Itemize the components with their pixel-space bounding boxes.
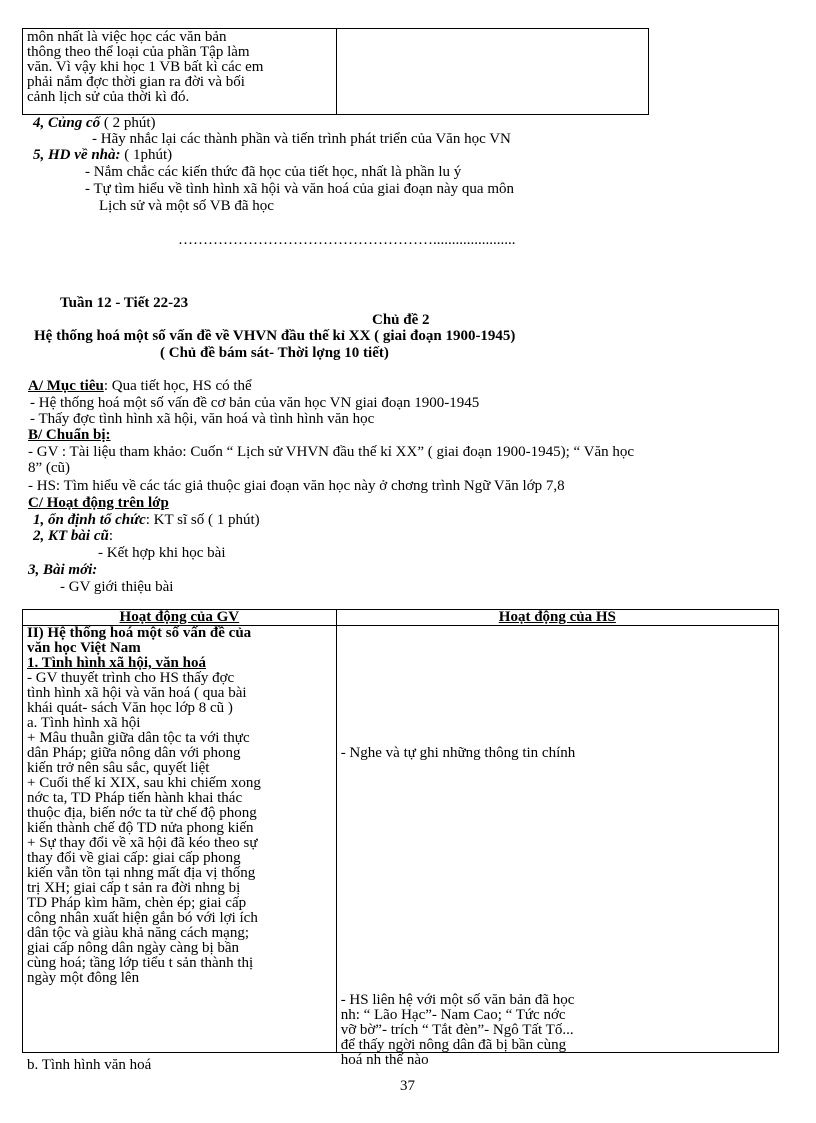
gv-line: kiến thành chế độ TD nửa phong kiến: [27, 820, 254, 836]
continuation-line: cảnh lịch sử của thời kì đó.: [27, 89, 190, 105]
continuation-line: phải nắm đợc thời gian ra đời và bối: [27, 74, 245, 90]
chuan-bi-item: 8” (cũ): [28, 460, 71, 476]
gv-line: công nhân xuất hiện gắn bó với lợi ích: [27, 910, 258, 926]
on-dinh-text: : KT sĩ số ( 1 phút): [145, 512, 260, 528]
continuation-line: thông theo thể loại của phần Tập làm: [27, 44, 250, 60]
hd-ve-nha-line: - Nắm chắc các kiến thức đã học của tiết học, nhất là phần lu ý: [85, 164, 462, 180]
gv-line: b. Tình hình văn hoá: [27, 1057, 152, 1073]
kt-bai-cu-heading: 2, KT bài cũ: [33, 528, 109, 544]
cung-co-heading-line: [33, 116, 156, 131]
gv-line: dân tộc và giàu khả năng cách mạng;: [27, 925, 249, 941]
hoat-dong-heading: C/ Hoạt động trên lớp: [28, 495, 169, 511]
bai-moi-heading: 3, Bài mới:: [28, 562, 98, 578]
gv-line: + Mâu thuẫn giữa dân tộc ta với thực: [27, 730, 250, 746]
chuan-bi-item: - HS: Tìm hiểu về các tác giả thuộc giai đoạn văn học này ở chơng trình Ngữ Văn lớp 7,8: [28, 478, 565, 494]
section-title: văn học Việt Nam: [27, 640, 141, 656]
cung-co-heading: 4, Củng cố: [33, 115, 101, 131]
continuation-line: môn nhất là việc học các văn bản: [27, 29, 227, 45]
gv-line: thay đổi về giai cấp: giai cấp phong: [27, 850, 241, 866]
gv-line: kiến trở nên sâu sắc, quyết liệt: [27, 760, 210, 776]
kt-bai-cu-item: - Kết hợp khi học bài: [98, 545, 226, 561]
hs-note-line: để thấy ngời nông dân đã bị bần cùng: [340, 1037, 567, 1053]
hs-note: - Nghe và tự ghi những thông tin chính: [340, 745, 576, 761]
gv-line: a. Tình hình xã hội: [27, 715, 141, 731]
hs-note-line: vỡ bờ”- trích “ Tắt đèn”- Ngô Tất Tố...: [340, 1022, 574, 1038]
gv-cell: [23, 625, 337, 1073]
hd-ve-nha-line: - Tự tìm hiểu về tình hình xã hội và văn hoá của giai đoạn này qua môn: [85, 181, 515, 197]
topic-label: Chủ đề 2: [372, 312, 430, 328]
gv-line: - GV thuyết trình cho HS thấy đợc: [27, 670, 235, 686]
kt-bai-cu-line: [33, 529, 113, 544]
section-title: II) Hệ thống hoá một số vấn đề của: [27, 625, 252, 641]
continuation-line: văn. Vì vậy khi học 1 VB bất kì các em: [27, 59, 264, 75]
hs-note-line: nh: “ Lão Hạc”- Nam Cao; “ Tức nớc: [340, 1007, 566, 1023]
gv-line: + Sự thay đổi về xã hội đã kéo theo sự: [27, 835, 258, 851]
hs-note-block: [341, 993, 575, 1068]
page-number: 37: [400, 1078, 415, 1094]
gv-line: cùng hoá; tầng lớp tiểu t sản thành thị: [27, 955, 254, 971]
gv-line: khái quát- sách Văn học lớp 8 cũ ): [27, 700, 233, 716]
gv-line: trị XH; giai cấp t sản ra đời nhng bị: [27, 880, 241, 896]
gv-line: ngày một đông lên: [27, 970, 140, 986]
gv-line: + Cuối thế kỉ XIX, sau khi chiếm xong: [27, 775, 261, 791]
muc-tieu-line: [28, 379, 252, 394]
hd-ve-nha-heading: 5, HD về nhà:: [33, 147, 121, 163]
hd-ve-nha-heading-line: [33, 148, 172, 163]
hd-ve-nha-line: Lịch sử và một số VB đã học: [99, 198, 274, 214]
hs-cell: [336, 626, 778, 1068]
gv-line: TD Pháp kìm hãm, chèn ép; giai cấp: [27, 895, 247, 911]
continuation-right-cell: [336, 29, 648, 115]
header-gv: Hoạt động của GV: [23, 610, 337, 626]
cung-co-time: ( 2 phút): [100, 115, 156, 131]
activity-table: [22, 609, 779, 1073]
subsection-title: 1. Tình hình xã hội, văn hoá: [27, 655, 206, 671]
hs-note-line: - HS liên hệ với một số văn bản đã học: [340, 992, 575, 1008]
kt-bai-cu-colon: :: [108, 528, 114, 544]
gv-line: dân Pháp; giữa nông dân với phong: [27, 745, 241, 761]
continuation-left-cell: [23, 29, 337, 115]
lesson-title: Hệ thống hoá một số vấn đề về VHVN đầu thế kỉ XX ( giai đoạn 1900-1945): [34, 328, 516, 344]
gv-line: tình hình xã hội và văn hoá ( qua bài: [27, 685, 247, 701]
muc-tieu-item: - Thấy đợc tình hình xã hội, văn hoá và tình hình văn học: [30, 411, 375, 427]
gv-line: giai cấp nông dân ngày càng bị bần: [27, 940, 240, 956]
on-dinh-heading: 1, ổn định tổ chức: [33, 512, 146, 528]
cung-co-line: - Hãy nhắc lại các thành phần và tiến trình phát triển của Văn học VN: [92, 131, 511, 147]
muc-tieu-item: - Hệ thống hoá một số vấn đề cơ bản của văn học VN giai đoạn 1900-1945: [30, 395, 480, 411]
chuan-bi-heading: B/ Chuẩn bị:: [28, 427, 111, 443]
muc-tieu-intro: : Qua tiết học, HS có thể: [103, 378, 252, 394]
gv-line: thuộc địa, biến nớc ta từ chế độ phong: [27, 805, 257, 821]
dotted-separator: ……………………………………………......................: [178, 232, 516, 248]
on-dinh-line: [33, 513, 260, 528]
chuan-bi-item: - GV : Tài liệu tham khảo: Cuốn “ Lịch sử VHVN đầu thế kỉ XX” ( giai đoạn 1900-1945); “ Văn học: [28, 444, 635, 460]
gv-line: nớc ta, TD Pháp tiến hành khai thác: [27, 790, 243, 806]
header-hs: Hoạt động của HS: [336, 610, 778, 626]
continuation-table: [22, 28, 649, 115]
hd-ve-nha-time: ( 1phút): [120, 147, 173, 163]
muc-tieu-heading: A/ Mục tiêu: [28, 378, 104, 394]
bai-moi-item: - GV giới thiệu bài: [60, 579, 174, 595]
gv-line: kiến vẫn tồn tại nhng mất địa vị thống: [27, 865, 256, 881]
week-lesson: Tuần 12 - Tiết 22-23: [60, 295, 189, 311]
hs-note-line: hoá nh thế nào: [340, 1052, 429, 1068]
lesson-subtitle: ( Chủ đề bám sát- Thời lợng 10 tiết): [160, 345, 389, 361]
